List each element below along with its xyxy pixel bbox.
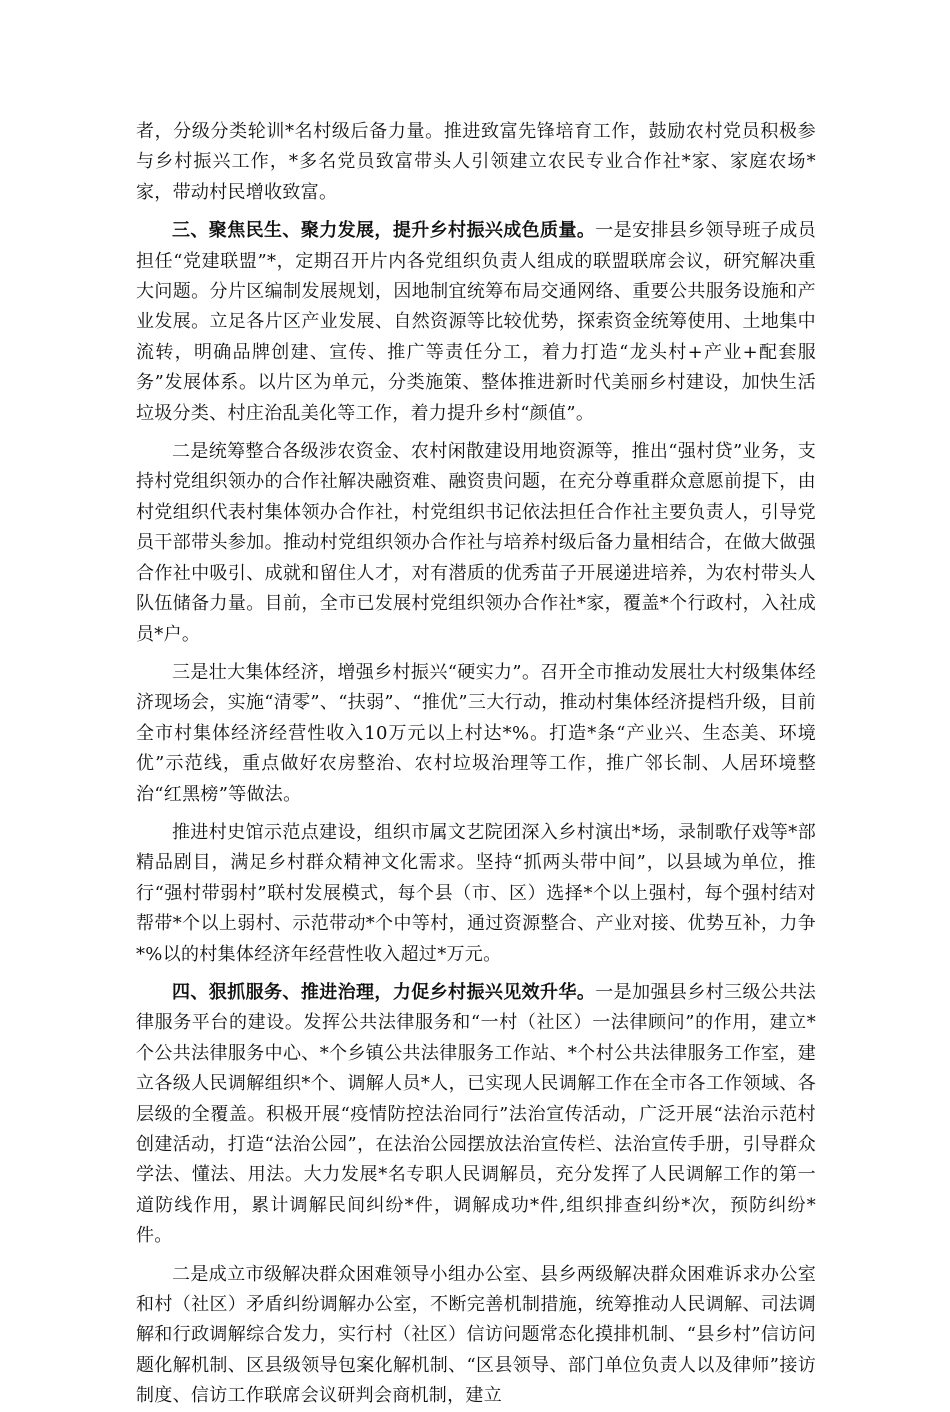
paragraph-text: 者，分级分类轮训*名村级后备力量。推进致富先锋培育工作，鼓励农村党员积极参与乡村振兴工作，*多名党员致富带头人引领建立农民专业合作社*家、家庭农场*家，带动村民增收致富。 [136, 121, 816, 203]
paragraph-village-history [136, 818, 816, 970]
paragraph-collective-economy [136, 658, 816, 810]
paragraph-text: 三是壮大集体经济，增强乡村振兴“硬实力”。召开全市推动发展壮大村级集体经济现场会，实施“清零”、“扶弱”、“推优”三大行动，推动村集体经济提档升级，目前全市村集体经济经营性收入10万元以上村达*%。打造*条“产业兴、生态美、环境优”示范线，重点做好农房整治、农村垃圾治理等工作，推广邻长制、人居环境整治“红黑榜”等做法。 [136, 661, 816, 805]
paragraph-continuation [136, 117, 816, 208]
section-heading: 四、狠抓服务、推进治理，力促乡村振兴见效升华。 [172, 981, 596, 1003]
section-heading: 三、聚焦民生、聚力发展，提升乡村振兴成色质量。 [172, 220, 596, 242]
paragraph-text: 二是成立市级解决群众困难领导小组办公室、县乡两级解决群众困难诉求办公室和村（社区）矛盾纠纷调解办公室，不断完善机制措施，统筹推动人民调解、司法调解和行政调解综合发力，实行村（社区）信访问题常态化摸排机制、“县乡村”信访问题化解机制、区县级领导包案化解机制、“区县领导、部门单位负责人以及律师”接访制度、信访工作联席会议研判会商机制，建立 [136, 1263, 816, 1407]
paragraph-text: 二是统筹整合各级涉农资金、农村闲散建设用地资源等，推出“强村贷”业务，支持村党组织领办的合作社解决融资难、融资贵问题，在充分尊重群众意愿前提下，由村党组织代表村集体领办合作社，村党组织书记依法担任合作社主要负责人，引导党员干部带头参加。推动村党组织领办合作社与培养村级后备力量相结合，在做大做强合作社中吸引、成就和留住人才，对有潜质的优秀苗子开展递进培养，为农村带头人队伍储备力量。目前，全市已发展村党组织领办合作社*家，覆盖*个行政村，入社成员*户。 [136, 441, 816, 645]
paragraph-text: 一是安排县乡领导班子成员担任“党建联盟”*，定期召开片内各党组织负责人组成的联盟联席会议，研究解决重大问题。分片区编制发展规划，因地制宜统筹布局交通网络、重要公共服务设施和产业发展。立足各片区产业发展、自然资源等比较优势，探索资金统筹使用、土地集中流转，明确品牌创建、宣传、推广等责任分工，着力打造“龙头村+产业+配套服务”发展体系。以片区为单元，分类施策、整体推进新时代美丽乡村建设，加快生活垃圾分类、村庄治乱美化等工作，着力提升乡村“颜值”。 [136, 220, 816, 424]
document-page [136, 117, 816, 1412]
section-four-paragraph [136, 978, 816, 1252]
section-three-paragraph [136, 216, 816, 429]
paragraph-text: 一是加强县乡村三级公共法律服务平台的建设。发挥公共法律服务和“一村（社区）一法律顾问”的作用，建立*个公共法律服务中心、*个乡镇公共法律服务工作站、*个村公共法律服务工作室，建立各级人民调解组织*个、调解人员*人，已实现人民调解工作在全市各工作领域、各层级的全覆盖。积极开展“疫情防控法治同行”法治宣传活动，广泛开展“法治示范村创建活动，打造“法治公园”，在法治公园摆放法治宣传栏、法治宣传手册，引导群众学法、懂法、用法。大力发展*名专职人民调解员，充分发挥了人民调解工作的第一道防线作用，累计调解民间纠纷*件，调解成功*件,组织排查纠纷*次，预防纠纷*件。 [136, 981, 816, 1247]
paragraph-petition [136, 1260, 816, 1412]
paragraph-credit [136, 437, 816, 650]
paragraph-text: 推进村史馆示范点建设，组织市属文艺院团深入乡村演出*场，录制歌仔戏等*部精品剧目，满足乡村群众精神文化需求。坚持“抓两头带中间”，以县域为单位，推行“强村带弱村”联村发展模式，每个县（市、区）选择*个以上强村，每个强村结对帮带*个以上弱村、示范带动*个中等村，通过资源整合、产业对接、优势互补，力争*%以的村集体经济年经营性收入超过*万元。 [136, 821, 816, 965]
